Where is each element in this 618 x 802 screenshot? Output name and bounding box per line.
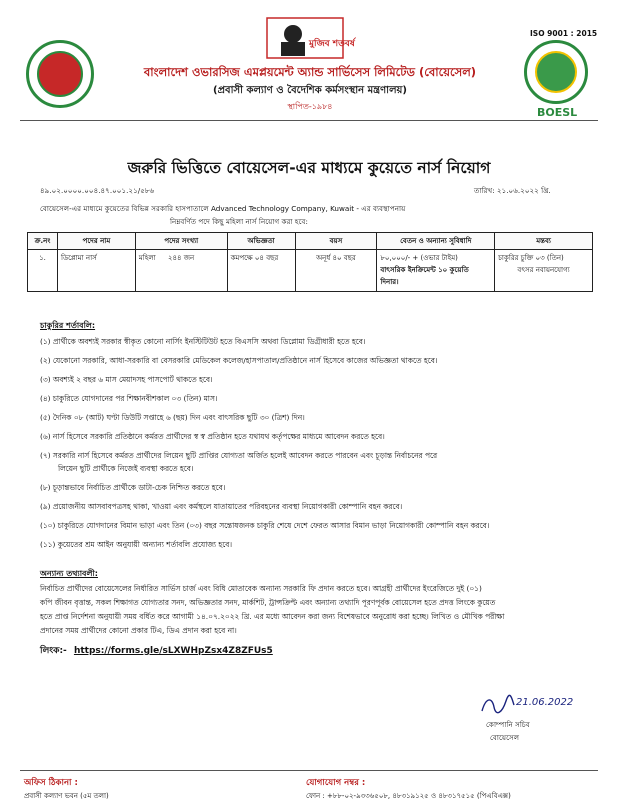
jobs-table bbox=[27, 232, 593, 292]
header-salary: বেতন ও অন্যান্য সুবিধাদি bbox=[377, 233, 495, 250]
cell-experience: কমপক্ষে ০৪ বছর bbox=[227, 250, 295, 292]
cell-count bbox=[135, 250, 227, 292]
other-info-line: কপি জীবন বৃত্তান্ত, সকল শিক্ষাগত যোগ্যতার সনদ, অভিজ্ঞতার সনদ, মার্কশিট, ট্রান্সক্রিপ্ট এবং অন্যান্য তথ্যাদি পূরণপূর্বক বোয়েসেল হতে প্রদত্ত লিংকে কুয়েত bbox=[40, 598, 496, 607]
link-label: লিংক:- bbox=[40, 646, 67, 656]
cell-age: অনূর্ধ ৪০ বছর bbox=[295, 250, 377, 292]
cell-position: ডিপ্লোমা নার্স bbox=[57, 250, 135, 292]
other-info-line: প্রদানের সময় প্রার্থীদের কোনো প্রকার টিএ, ডিএ প্রদান করা হবে না। bbox=[40, 626, 237, 635]
table-header-row bbox=[28, 233, 593, 250]
ministry-name: (প্রবাসী কল্যাণ ও বৈদেশিক কর্মসংস্থান মন্ত্রণালয়) bbox=[213, 85, 407, 96]
footer-divider bbox=[20, 770, 598, 771]
notice-date: তারিখ: ২১.০৬.২০২২ খ্রি. bbox=[474, 186, 551, 195]
reference-number: ৪৯.০২.০০০০.০০৪.৪৭.০০১.২১/৫৮৬ bbox=[40, 186, 155, 195]
condition-item-continued: লিয়েন ছুটি প্রার্থীকে নিজেই ব্যবস্থা করতে হবে। bbox=[58, 464, 194, 473]
condition-item: (১১) কুয়েতের শ্রম আইন অনুযায়ী অন্যান্য শর্তাবলি প্রযোজ্য হবে। bbox=[40, 540, 232, 549]
header-age: বয়স bbox=[295, 233, 377, 250]
jobs-table-wrapper bbox=[27, 232, 593, 292]
application-link[interactable]: https://forms.gle/sLXWHpZsx4Z8ZFUs5 bbox=[73, 646, 273, 656]
other-info-line: হতে প্রাপ্ত নির্দেশনা অনুযায়ী সময় বর্ধিত করে আগামী ১৪.০৭.২০২২ খ্রি. এর মধ্যে আবেদন করা জন্য বিশেষভাবে অনুরোধ করা হচ্ছে। লিখিত ও মৌখিক পরীক্ষা bbox=[40, 612, 505, 621]
condition-item: (১) প্রার্থীকে অবশ্যই সরকার স্বীকৃত কোনো নার্সিং ইনস্টিটিউট হতে বিএসসি অথবা ডিপ্লোমা ডিগ্রীধারী হতে হবে। bbox=[40, 337, 366, 346]
cell-count-value: ২৪৪ জন bbox=[167, 254, 195, 262]
cell-serial: ১. bbox=[28, 250, 58, 292]
other-info-heading: অন্যান্য তথ্যাবলী: bbox=[40, 569, 98, 578]
condition-item: (২) যেকোনো সরকারি, আধা-সরকারি বা বেসরকারি মেডিকেল কলেজ/হাসপাতাল/প্রতিষ্ঠানে নার্স হিসেবে কাজের অভিজ্ঞতা থাকতে হবে। bbox=[40, 356, 438, 365]
conditions-heading: চাকুরির শর্তাবলি: bbox=[40, 321, 96, 330]
emblem-center-icon bbox=[37, 51, 83, 97]
header-remarks: মন্তব্য bbox=[495, 233, 593, 250]
header-position: পদের নাম bbox=[57, 233, 135, 250]
office-heading: অফিস ঠিকানা : bbox=[24, 778, 78, 788]
condition-item: (৫) দৈনিক ০৮ (আট) ঘণ্টা ডিউটি সপ্তাহে ৬ (ছয়) দিন এবং বাৎসরিক ছুটি ৩০ (ত্রিশ) দিন। bbox=[40, 413, 305, 422]
notice-title: জরুরি ভিত্তিতে বোয়েসেল-এর মাধ্যমে কুয়েতে নার্স নিয়োগ bbox=[127, 159, 491, 177]
table-row bbox=[28, 250, 593, 292]
government-emblem bbox=[26, 40, 94, 108]
remark-line-1: চাকুরির চুক্তি ০৩ (তিন) bbox=[498, 254, 564, 262]
iso-label: ISO 9001 : 2015 bbox=[530, 29, 598, 38]
org-name: বাংলাদেশ ওভারসিজ এমপ্লয়মেন্ট অ্যান্ড সার্ভিসেস লিমিটেড (বোয়েসেল) bbox=[143, 65, 477, 79]
header-count: পদের সংখ্যা bbox=[135, 233, 227, 250]
cell-remarks bbox=[495, 250, 593, 292]
portrait-icon bbox=[265, 16, 355, 60]
condition-item: (৪) চাকুরিতে যোগদানের পর শিক্ষানবীশকাল ০৩ (তিন) মাস। bbox=[40, 394, 218, 403]
condition-item: (১০) চাকুরিতে যোগদানের বিমান ভাড়া এবং তিন (০৩) বছর সন্তোষজনক চাকুরি শেষে দেশে ফেরত আসার বিমান ভাড়া নিয়োগকারী কোম্পানি বহন করবে। bbox=[40, 521, 490, 530]
handwritten-date: 21.06.2022 bbox=[516, 697, 574, 708]
office-address: প্রবাসী কল্যাণ ভবন (৫ম তলা) bbox=[24, 792, 109, 800]
cell-gender: মহিলা bbox=[138, 254, 156, 262]
condition-item: (৭) সরকারি নার্স হিসেবে কর্মরত প্রার্থীদের লিয়েন ছুটি প্রাপ্তির যোগ্যতা অর্জিত হলেই আবেদন করতে পারবেন এবং চূড়ান্ত নির্বাচনের পরে bbox=[40, 451, 438, 460]
header-divider bbox=[20, 120, 598, 121]
remark-line-2: বৎসর নবায়নযোগ্য bbox=[517, 266, 570, 274]
signatory-org: বোয়েসেল bbox=[490, 733, 520, 742]
other-info-line: নির্বাচিত প্রার্থীদের বোয়েসেলের নির্ধারিত সার্ভিস চার্জ এবং বিধি মোতাবেক অন্যান্য সরকারি ফি প্রদান করতে হবে। আগ্রহী প্রার্থীদের ইংরেজিতে দুই (০১) bbox=[40, 584, 482, 593]
signature-icon bbox=[480, 693, 516, 717]
intro-line-1: বোয়েসেল-এর মাধ্যমে কুয়েতের বিভিন্ন সরকারি হাসপাতালে Advanced Technology Company, Kuwait - এর ব্যবস্থাপনায় bbox=[40, 204, 406, 213]
condition-item: (৯) প্রয়োজনীয় আসবাবপত্রসহ থাকা, খাওয়া এবং কর্মস্থলে যাতায়াতের পরিবহনের ব্যবস্থা নিয়োগকারী কোম্পানি বহন করবে। bbox=[40, 502, 403, 511]
signature-mark bbox=[480, 693, 516, 721]
salary-line-2: বাৎসরিক ইনক্রিমেন্ট ১০ কুয়েতি bbox=[380, 266, 469, 274]
condition-item: (৩) অবশ্যই ২ বছর ৬ মাস মেয়াদসহ পাসপোর্ট থাকতে হবে। bbox=[40, 375, 213, 384]
established-year: স্থাপিত-১৯৮৪ bbox=[287, 102, 333, 111]
application-link-row bbox=[40, 643, 273, 658]
contact-phone: ফোন : +৮৮-০২-৯৩৩৬৫০৮, ৪৮৩১৯১২৫ ও ৪৮৩১৭৫১৫ (পিএবিএক্স) bbox=[306, 792, 511, 800]
header-serial: ক্র.নং bbox=[28, 233, 58, 250]
salary-line-3: দিনার। bbox=[380, 278, 399, 286]
signatory-designation: কোম্পানি সচিব bbox=[486, 720, 530, 729]
condition-item: (৮) চূড়ান্তভাবে নির্বাচিত প্রার্থীকে ডাটা-চেক নিশ্চিত করতে হবে। bbox=[40, 483, 226, 492]
boesl-logo bbox=[524, 40, 588, 104]
cell-salary bbox=[377, 250, 495, 292]
boesl-logo-icon bbox=[535, 51, 577, 93]
salary-line-1: ৮০,০০০/- + (ওভার টাইম) bbox=[380, 254, 458, 262]
intro-line-2: নিম্নবর্ণিত পদে কিছু মহিলা নার্স নিয়োগ করা হবে: bbox=[170, 217, 308, 226]
boesl-label: BOESL bbox=[537, 106, 578, 119]
mujib-centenary-logo bbox=[265, 16, 355, 60]
contact-heading: যোগাযোগ নম্বর : bbox=[306, 778, 366, 788]
condition-item: (৬) নার্স হিসেবে সরকারি প্রতিষ্ঠানে কর্মরত প্রার্থীদের স্ব স্ব প্রতিষ্ঠান হতে যথাযথ কর্তৃপক্ষের মাধ্যমে আবেদন করতে হবে। bbox=[40, 432, 385, 441]
mujib-logo-text: মুজিব শতবর্ষ bbox=[309, 39, 355, 49]
header-experience: অভিজ্ঞতা bbox=[227, 233, 295, 250]
